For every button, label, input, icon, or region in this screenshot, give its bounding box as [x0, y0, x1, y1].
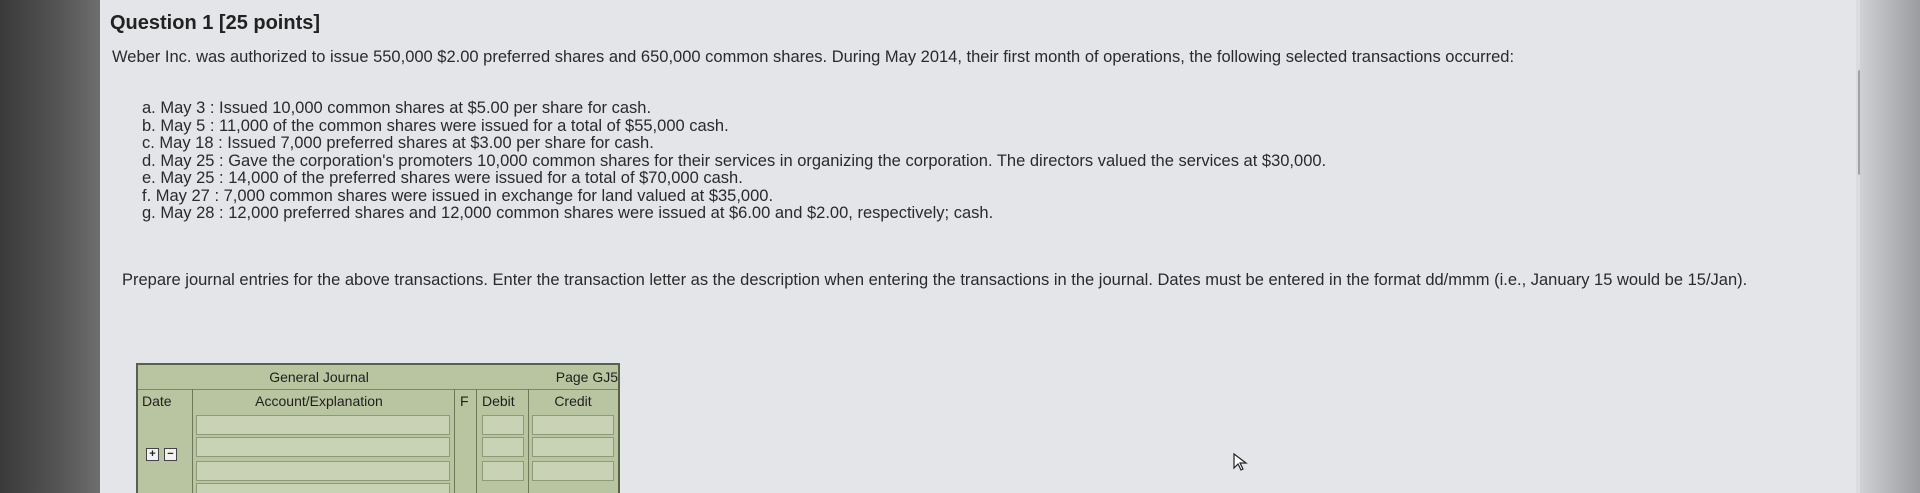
credit-field[interactable] — [532, 437, 614, 457]
credit-field[interactable] — [532, 461, 614, 481]
transaction-item: b. May 5 : 11,000 of the common shares were issued for a total of $55,000 cash. — [142, 116, 729, 135]
debit-field[interactable] — [482, 461, 524, 481]
column-header-f: F — [460, 393, 469, 409]
column-divider — [454, 389, 455, 493]
account-field[interactable] — [196, 461, 450, 481]
column-divider — [476, 389, 477, 493]
journal-column-headers — [138, 389, 618, 410]
question-title: Question 1 [25 points] — [110, 12, 321, 34]
transaction-item: g. May 28 : 12,000 preferred shares and 12,000 common shares were issued at $6.00 and $2.00, respectively; cash. — [142, 204, 994, 222]
account-field[interactable] — [196, 483, 450, 493]
column-header-credit: Credit — [554, 393, 592, 409]
account-field[interactable] — [196, 437, 450, 457]
debit-field[interactable] — [482, 415, 524, 435]
column-header-account: Account/Explanation — [255, 393, 383, 409]
question-intro: Weber Inc. was authorized to issue 550,000 $2.00 preferred shares and 650,000 common shares. During May 2014, their first month of operations, the following selected transactions occurred: — [112, 48, 1515, 66]
remove-row-button[interactable]: − — [164, 448, 177, 461]
instruction-text: Prepare journal entries for the above transactions. Enter the transaction letter as the description when entering the transactions in the journal. Dates must be entered in the format dd/mmm (i.e., January 15 would be 15/Jan). — [122, 271, 1748, 289]
monitor-bezel-left — [0, 0, 100, 493]
add-row-button[interactable]: + — [146, 448, 159, 461]
transaction-item: c. May 18 : Issued 7,000 preferred shares at $3.00 per share for cash. — [142, 134, 654, 152]
mouse-pointer-icon — [1232, 452, 1250, 472]
journal-title: General Journal — [269, 369, 369, 385]
column-header-debit: Debit — [482, 393, 515, 409]
column-header-date: Date — [142, 393, 172, 409]
transaction-list — [142, 100, 1326, 223]
monitor-bezel-right — [1860, 0, 1920, 493]
transaction-item: d. May 25 : Gave the corporation's promoters 10,000 common shares for their services in organizing the corporation. The directors valued the services at $30,000. — [142, 151, 1327, 170]
debit-field[interactable] — [482, 437, 524, 457]
transaction-item: a. May 3 : Issued 10,000 common shares at $5.00 per share for cash. — [142, 99, 652, 117]
screen — [100, 0, 1860, 493]
account-field[interactable] — [196, 415, 450, 435]
column-divider — [192, 389, 193, 493]
journal-page-label: Page GJ5 — [555, 369, 618, 385]
general-journal-table — [136, 363, 620, 493]
transaction-item: f. May 27 : 7,000 common shares were issued in exchange for land valued at $35,000. — [142, 186, 774, 205]
journal-header-row — [138, 367, 618, 387]
credit-field[interactable] — [532, 415, 614, 435]
column-divider — [528, 389, 529, 493]
transaction-item: e. May 25 : 14,000 of the preferred shares were issued for a total of $70,000 cash. — [142, 169, 743, 187]
